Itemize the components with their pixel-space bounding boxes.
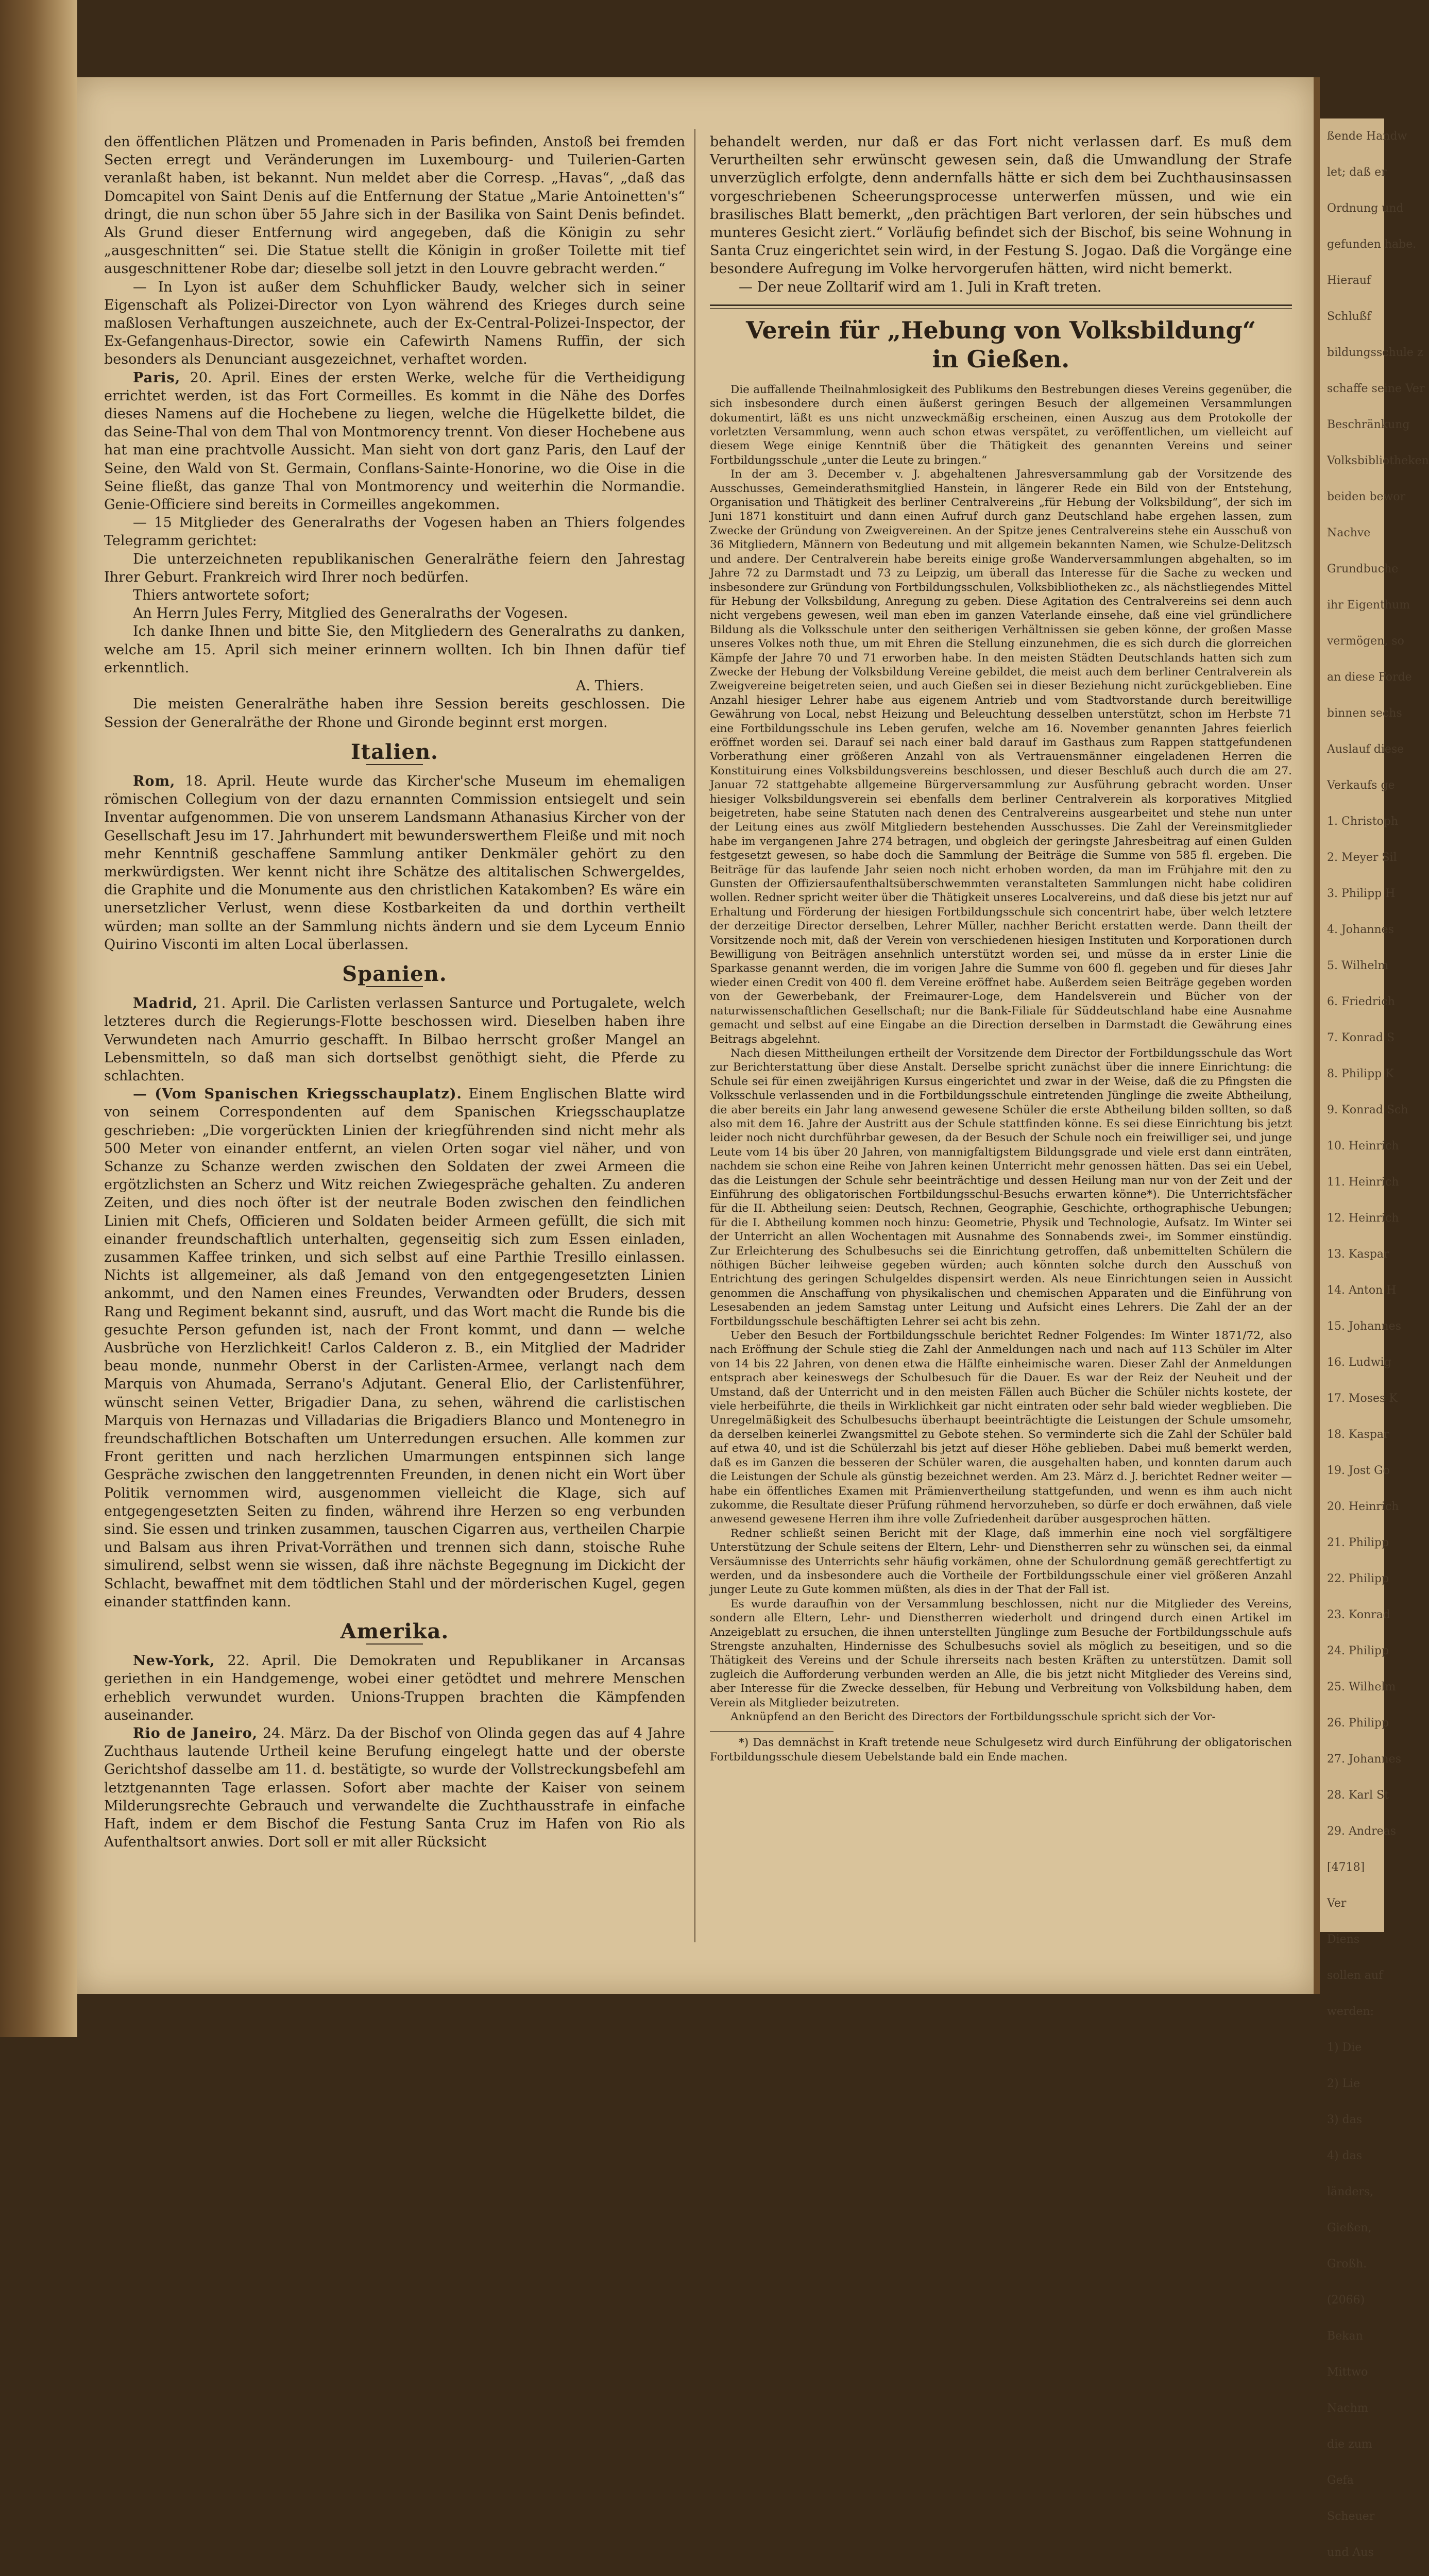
adjacent-page-line: Gefa <box>1327 2474 1354 2487</box>
thiers-reply: Thiers antwortete sofort; <box>133 587 310 604</box>
society-article-body <box>710 383 1292 1724</box>
section-heading-italien: Italien. <box>104 743 685 765</box>
adjacent-page-line: länders, <box>1327 2185 1374 2198</box>
rome-article <box>104 772 685 954</box>
telegram-reply-text: Ich danke Ihnen und bitte Sie, den Mitgliedern des Generalraths zu danken, welche am 15. April sich meiner erinnern wollten. Ich bin Ihnen dafür tief erkenntlich. <box>104 623 685 676</box>
adjacent-page-line: 25. Wilhelm <box>1327 1681 1396 1693</box>
right-column <box>710 133 1292 1764</box>
section-rule <box>710 304 1292 306</box>
adjacent-page-line: werden: <box>1327 2005 1374 2018</box>
newspaper-page <box>77 77 1314 1994</box>
adjacent-page-fragment <box>1320 118 1429 2559</box>
adjacent-page-line: 11. Heinrich <box>1327 1176 1399 1189</box>
telegram-text: Die unterzeichneten republikanischen Generalräthe feiern den Jahrestag Ihrer Geburt. Frankreich wird Ihrer noch bedürfen. <box>104 551 685 585</box>
adjacent-page-line: 3) das <box>1327 2113 1363 2126</box>
adjacent-page-line: bildungsschule z <box>1327 346 1423 359</box>
adjacent-page-line: 4) das <box>1327 2149 1363 2162</box>
adjacent-page-line: vermögen, so <box>1327 635 1404 648</box>
adjacent-page-line: beiden bewor <box>1327 490 1406 503</box>
footnote-rule <box>710 1731 833 1732</box>
adjacent-page-line: Gießen, <box>1327 2222 1372 2234</box>
adjacent-page-line: 1. Christoph <box>1327 815 1399 828</box>
adjacent-page-line: 5. Wilhelm <box>1327 959 1389 972</box>
adjacent-page-line: 24. Philipp <box>1327 1645 1389 1657</box>
adjacent-page-line: 6. Friedrich <box>1327 995 1395 1008</box>
society-paragraph: In der am 3. December v. J. abgehaltenen Jahresversammlung gab der Vorsitzende des Ausschusses, Gemeinderathsmitglied Hanstein, in längerer Rede ein Bild von der Entstehung, Organisation und Thätigkeit des berliner Centralvereins „für Hebung der Volksbildung“, der sich im Juni 1871 konstituirt und dann einen Aufruf durch ganz Deutschland habe ergehen lassen, zum Zwecke der Gründung von Zweigvereinen. An der Spitze jenes Centralvereins stehe ein Ausschuß von 36 Mitgliedern, Männern von Bedeutung und mit allgemein bekannten Namen, wie Schulze-Delitzsch und andere. Der Centralverein habe bereits einige große Wanderversammlungen abgehalten, so im Jahre 72 zu Darmstadt und 73 zu Leipzig, um überall das Interesse für die Sache zu wecken und insbesondere zur Gründung von Fortbildungsschulen, Volksbibliotheken zc., als nächstliegendes Mittel für Hebung der Volksbildung, Anregung zu geben. Diese Agitation des Centralvereins sei denn auch nicht vergebens gewesen, weil man eben im ganzen Vaterlande einsehe, daß eine viel gründlichere Bildung als die Volksschule unter den seitherigen Verhältnissen sie geben könne, der großen Masse unseres Volkes noth thue, um mit Ehren die Stellung einzunehmen, die es sich durch die glorreichen Kämpfe der Jahre 70 und 71 erworben habe. In den meisten Städten Deutschlands hatten sich zum Zwecke der Hebung der Volksbildung Vereine gebildet, die meist auch dem berliner Centralverein als Zweigvereine beigetreten seien, und auch Gießen sei in dieser Beziehung nicht zurückgeblieben. Eine Anzahl hiesiger Lehrer habe aus eigenem Antrieb und vom Stadtvorstande durch bereitwillige Gewährung von Local, nebst Heizung und Beleuchtung desselben unterstützt, schon im Herbste 71 eine Fortbildungsschule ins Leben gerufen, welche am 16. November genannten Jahres feierlich eröffnet worden sei. Darauf sei nach einer bald darauf im Gasthaus zum Rappen stattgefundenen Vorberathung einer größeren Anzahl von als Vertrauensmänner eingeladenen Herren die Konstituirung eines Volksbildungsvereins beschlossen, und dieser Beschluß auch durch die am 27. Januar 72 stattgehabte allgemeine Bürgerversammlung zur Ausführung gebracht worden. Unser hiesiger Volksbildungsverein sei ebenfalls dem berliner Centralverein als korporatives Mitglied beigetreten, habe seine Statuten nach denen des Centralvereins ausgearbeitet und stehe nun unter der Leitung eines aus zwölf Mitgliedern bestehenden Ausschusses. Die Zahl der Vereinsmitglieder habe im vergangenen Jahre 274 betragen, und obgleich der geringste Jahresbeitrag auf einen Gulden festgesetzt gewesen, so habe doch die Sammlung der Beiträge die Summe von 585 fl. ergeben. Die Beiträge für das laufende Jahr seien noch nicht erhoben worden, da man im Frühjahre mit den zu Gunsten der Offiziersaufenthaltsüberschwemmten veranstalteten Sammlungen nicht habe colidiren wollen. Redner spricht weiter über die Thätigkeit unseres Localvereins, und daß diese bis jetzt nur auf Erhaltung und Förderung der hiesigen Fortbildungsschule sich concentrirt habe, über welch letztere der derzeitige Director derselben, Lehrer Müller, nachher Bericht erstatten werde. Dann theilt der Vorsitzende noch mit, daß der Verein von verschiedenen hiesigen Instituten und Korporationen durch Bewilligung von Beiträgen ansehnlich unterstützt worden sei, und müsse da in erster Linie die Sparkasse genannt werden, die im vorigen Jahre die Summe von 600 fl. gegeben und für dieses Jahr wieder einen Credit von 400 fl. dem Vereine eröffnet habe. Außerdem seien Beiträge gegeben worden von der Gewerbebank, der Freimaurer-Loge, dem Handelsverein und Bücher von der naturwissenschaftlichen Gesellschaft; nur die Bank-Filiale für Süddeutschland habe eine Ausnahme gemacht und selbst auf eine Eingabe an die Direction derselben in Darmstadt die Gewährung eines Beitrags abgelehnt. <box>710 468 1292 1046</box>
adjacent-page-line: an diese Forde <box>1327 671 1412 684</box>
adjacent-page-line: 19. Jost Go <box>1327 1464 1390 1477</box>
adjacent-page-line: 9. Konrad Sch <box>1327 1104 1408 1116</box>
new-york-article <box>104 1652 685 1724</box>
tariff-notice: — Der neue Zolltarif wird am 1. Juli in Kraft treten. <box>739 279 1102 295</box>
adjacent-page-line <box>1320 2571 1384 2576</box>
section-rule-thin <box>710 308 1292 309</box>
society-article-title <box>710 316 1292 374</box>
page-gutter <box>1314 77 1320 1994</box>
adjacent-page-line: 16. Ludwig <box>1327 1356 1391 1369</box>
adjacent-page-line: 14. Anton H <box>1327 1284 1397 1297</box>
war-theatre-article <box>104 1085 685 1611</box>
society-title-line-2: in Gießen. <box>932 345 1070 373</box>
article-text: 22. April. Die Demokraten und Republikaner in Arcansas geriethen in ein Handgemenge, wobei einer getödtet und mehrere Menschen erheblich verwundet wurden. Unions-Truppen brachten die Kämpfenden auseinander. <box>104 1653 685 1723</box>
adjacent-page-line: Scheuer <box>1327 2510 1375 2523</box>
article-text: 20. April. Eines der ersten Werke, welche für die Vertheidigung errichtet werden, ist das Fort Cormeilles. Es kommt in die Nähe des Dorfes dieses Namens auf die Hochebene zu liegen, welche die Hügelkette bildet, die das Seine-Thal von dem Thal von Montmorency trennt. Von dieser Hochebene aus hat man eine prachtvolle Aussicht. Man sieht von dort ganz Paris, den Lauf der Seine, den Wald von St. Germain, Conflans-Sainte-Honorine, wo die Oise in die Seine fließt, das ganze Thal von Montmorency und weiterhin die Normandie. Genie-Officiere sind bereits in Cormeilles angekommen. <box>104 369 685 513</box>
dateline-place: New-York, <box>133 1653 215 1669</box>
society-paragraph: Redner schließt seinen Bericht mit der Klage, daß immerhin eine noch viel sorgfältigere Unterstützung der Schule seitens der Eltern, Lehr- und Dienstherren sehr zu wünschen sei, da einmal Versäumnisse des Unterrichts sehr häufig vorkämen, ohne der Schulordnung gemäß gerechtfertigt zu werden, und da insbesondere auch die Vortheile der Fortbildungsschule einer viel größeren Anzahl junger Leute zu Gute kommen müßten, als dies in der That der Fall ist. <box>710 1527 1292 1597</box>
telegram-addressee: An Herrn Jules Ferry, Mitglied des Generalraths der Vogesen. <box>133 605 568 622</box>
adjacent-page-line: 12. Heinrich <box>1327 1212 1399 1225</box>
adjacent-page-line: 2. Meyer Sil <box>1327 851 1397 864</box>
society-paragraph: Nach diesen Mittheilungen ertheilt der Vorsitzende dem Director der Fortbildungsschule das Wort zur Berichterstattung über diese Anstalt. Derselbe spricht zunächst über die innere Einrichtung: die Schule sei für einen zweijährigen Kursus eingerichtet und zwar in der Weise, daß die zu Pfingsten die Volksschule verlassenden und in die Fortbildungsschule eintretenden Jünglinge die zweite Abtheilung, die aber bereits ein Jahr lang anwesend gewesene Schüler die erste Abtheilung bilden sollten, so daß also mit dem 16. Jahre der Austritt aus der Schule stattfinden könne. Es sei diese Einrichtung bis jetzt leider noch nicht durchführbar gewesen, da der Besuch der Schule noch ein freiwilliger sei, und junge Leute vom 14 bis über 20 Jahren, von mannigfaltigstem Bildungsgrade und viele erst dann einträten, nachdem sie schon eine Reihe von Jahren keinen Unterricht mehr genossen hätten. Das sei ein Uebel, das die Leistungen der Schule sehr beeinträchtige und dessen Heilung man nur von der Zeit und der Einführung des obligatorischen Fortbildungsschul-Besuchs erwarten könne*). Die Unterrichtsfächer für die II. Abtheilung seien: Deutsch, Rechnen, Geographie, Geschichte, orthographische Uebungen; für die I. Abtheilung kommen noch hinzu: Geometrie, Physik und Technologie, Aufsatz. Im Winter sei der Unterricht an allen Wochentagen mit Ausnahme des Sonnabends zwei-, im Sommer einstündig. Zur Erleichterung des Schulbesuchs sei die Einrichtung getroffen, daß unbemittelten Schülern die nöthigen Bücher leihweise gegeben würden; auch könnten solche durch den Ausschuß von Entrichtung des geringen Schulgeldes dispensirt werden. Als neue Einrichtungen seien in Aussicht genommen die Anschaffung von physikalischen und chemischen Apparaten und die Einführung von Lesesabenden an jedem Samstag unter Leitung und Aufsicht eines Lehrers. Die Zahl der an der Fortbildungsschule beschäftigten Lehrer sei acht bis zehn. <box>710 1046 1292 1328</box>
article-head: — (Vom Spanischen Kriegsschauplatz). <box>133 1086 462 1103</box>
left-column <box>104 133 685 1851</box>
adjacent-page-line: 10. Heinrich <box>1327 1140 1399 1153</box>
section-heading-amerika: Amerika. <box>104 1622 685 1645</box>
adjacent-page-line: gefunden habe. <box>1327 238 1417 251</box>
adjacent-page-line: Verkaufs ge <box>1327 779 1395 792</box>
adjacent-page-line: 21. Philipp <box>1327 1536 1389 1549</box>
adjacent-page-line: sollen auf <box>1327 1969 1383 1982</box>
dateline-place: Madrid, <box>133 995 198 1012</box>
adjacent-page-line: ihr Eigenthum <box>1327 599 1410 612</box>
book-binding <box>0 0 77 2037</box>
society-paragraph: Anknüpfend an den Bericht des Directors der Fortbildungsschule spricht sich der Vor- <box>730 1710 1216 1724</box>
adjacent-page-line: 15. Johannes <box>1327 1320 1401 1333</box>
adjacent-page-line: let; daß er <box>1327 166 1387 179</box>
general-councils-article: Die meisten Generalräthe haben ihre Session bereits geschlossen. Die Session der Generalräthe der Rhone und Gironde beginnt erst morgen. <box>104 696 685 731</box>
adjacent-page-line: Diens <box>1327 1933 1360 1946</box>
adjacent-page-line: 23. Konrad <box>1327 1608 1390 1621</box>
dateline-place: Paris, <box>133 369 181 386</box>
adjacent-page-line: 2) Lie <box>1327 2077 1360 2090</box>
adjacent-page-line: 3. Philipp H <box>1327 887 1396 900</box>
society-paragraph: Ueber den Besuch der Fortbildungsschule berichtet Redner Folgendes: Im Winter 1871/72, also nach Eröffnung der Schule stieg die Zahl der Anmeldungen nach und nach auf 113 Schüler im Alter von 14 bis 22 Jahren, von denen etwa die Hälfte einheimische waren. Dieser Zahl der Anmeldungen entsprach aber keineswegs der Schulbesuch für die Dauer. Es war der Reiz der Neuheit und der Umstand, daß der Unterricht und in den meisten Fällen auch Bücher die Schüler nichts kostete, der viele herbeiführte, die theils in Wirklichkeit gar nicht eintraten oder sehr bald wieder wegblieben. Die Unregelmäßigkeit des Schulbesuchs überhaupt beeinträchtigte die Leistungen der Schule umsomehr, da derselben keinerlei Zwangsmittel zu Gebote stehen. So verminderte sich die Zahl der Schüler bald auf etwa 40, und ist die Schülerzahl bis jetzt auf dieser Höhe geblieben. Dabei muß bemerkt werden, daß es im Ganzen die besseren der Schüler waren, die ausgehalten haben, und konnten darum auch die Leistungen der Schule als günstig bezeichnet werden. Am 23. März d. J. berichtet Redner weiter — habe ein öffentliches Examen mit Prämienvertheilung stattgefunden, und wenn es ihm auch nicht zukomme, die Resultate dieser Prüfung rühmend hervorzuheben, so dürfe er doch erwähnen, daß viele anwesend gewesene Herren ihm ihre volle Zufriedenheit darüber ausgesprochen hätten. <box>710 1329 1292 1526</box>
adjacent-page-line: 18. Kaspar <box>1327 1428 1389 1441</box>
dateline-place: Rom, <box>133 773 176 789</box>
footnote: *) Das demnächst in Kraft tretende neue Schulgesetz wird durch Einführung der obligatorischen Fortbildungsschule diesem Uebelstande bald ein Ende machen. <box>710 1736 1292 1764</box>
adjacent-page-line: 26. Philipp <box>1327 1717 1389 1730</box>
telegram-signature: A. Thiers. <box>575 678 644 694</box>
paris-cormeilles-article <box>104 369 685 514</box>
section-heading-spanien: Spanien. <box>104 965 685 987</box>
adjacent-page-line: schaffe seine Ver <box>1327 382 1425 395</box>
article-text: 24. März. Da der Bischof von Olinda gegen das auf 4 Jahre Zuchthaus lautende Urtheil keine Berufung eingelegt hatte und der oberste Gerichtshof dasselbe am 11. d. bestätigte, so wurde der Vollstreckungsbefehl am letztgenannten Tage erlassen. Sofort aber machte der Kaiser von seinem Milderungsrechte Gebrauch und verwandelte die Zuchthausstrafe in einfache Haft, indem er dem Bischof die Festung Santa Cruz im Hafen von Rio als Aufenthaltsort anwies. Dort soll er mit aller Rücksicht <box>104 1725 685 1851</box>
adjacent-page-line: 17. Moses K <box>1327 1392 1398 1405</box>
adjacent-page-line: Volksbibliotheken <box>1327 454 1429 467</box>
adjacent-page-line: 8. Philipp K <box>1327 1067 1394 1080</box>
article-text: 21. April. Die Carlisten verlassen Santurce und Portugalete, welch letzteres durch die Regierungs-Flotte beschossen wird. Dieselben haben ihre Verwundeten nach Amurrio geschafft. In Bilbao herrscht großer Mangel an Lebensmitteln, so daß man sich dortselbst genöthigt sieht, die Pferde zu schlachten. <box>104 995 685 1084</box>
adjacent-page-line: 4. Johannes <box>1327 923 1394 936</box>
adjacent-page-line: 29. Andreas <box>1327 1825 1397 1838</box>
adjacent-page-line: Auslauf diese <box>1327 743 1404 756</box>
society-paragraph: Es wurde daraufhin von der Versammlung beschlossen, nicht nur die Mitglieder des Vereins, sondern alle Eltern, Lehr- und Dienstherren wiederholt und dringend durch einen Artikel im Anzeigeblatt zu ersuchen, die ihnen unterstellten Jünglinge zum Besuche der Fortbildungsschule aufs Strengste anzuhalten, Hindernisse des Schulbesuchs soviel als möglich zu beseitigen, und so die Thätigkeit des Vereins und der Schule ihrerseits nach besten Kräften zu unterstützen. Damit soll zugleich die Aufforderung verbunden werden an Alle, die bis jetzt nicht Mitglieder des Vereins sind, aber Interesse für die Zwecke desselben, für Hebung und Verbreitung von Volksbildung haben, dem Verein als Mitglieder beizutreten. <box>710 1597 1292 1709</box>
adjacent-page-line: Mittwo <box>1327 2366 1368 2379</box>
rio-article-continued: behandelt werden, nur daß er das Fort nicht verlassen darf. Es muß dem Verurtheilten sehr erwünscht gewesen sein, daß die Umwandlung der Strafe unverzüglich erfolgte, denn andernfalls hätte er sich dem bei Zuchthausinsassen vorgeschriebenen Scheerungsprocesse unterwerfen müssen, und wie ein brasilisches Blatt bemerkt, „den prächtigen Bart verloren, der sein hübsches und munteres Gesicht ziert.“ Vorläufig befindet sich der Bischof, bis seine Wohnung in Santa Cruz eingerichtet sein wird, in der Festung S. Jogao. Daß die Vorgänge eine besondere Aufregung im Volke hervorgerufen hätten, wird nicht bemerkt. <box>710 134 1292 277</box>
adjacent-page-line: 27. Johannes <box>1327 1753 1401 1766</box>
adjacent-page-line: Ordnung und <box>1327 202 1404 215</box>
adjacent-page-line: 20. Heinrich <box>1327 1500 1399 1513</box>
adjacent-page-line: (2066) <box>1327 2294 1365 2307</box>
paris-statue-article: den öffentlichen Plätzen und Promenaden in Paris befinden, Anstoß bei fremden Secten erregt und Veränderungen im Luxembourg- und Tuilerien-Garten veranlaßt haben, ist bekannt. Nun meldet aber die Corresp. „Havas“, „daß das Domcapitel von Saint Denis auf die Entfernung der Statue „Marie Antoinetten's“ dringt, die nun schon über 55 Jahre sich in der Basilika von Saint Denis befindet. Als Grund dieser Entfernung wird angegeben, daß die Königin zu sehr „ausgeschnitten“ sei. Die Statue stellt die Königin in großer Toilette mit tief ausgeschnittener Robe dar; dieselbe soll jetzt in den Louvre gebracht werden.“ <box>104 134 685 277</box>
adjacent-page-line: 28. Karl St <box>1327 1789 1389 1802</box>
dateline-place: Rio de Janeiro, <box>133 1725 258 1742</box>
lyon-article: — In Lyon ist außer dem Schuhflicker Baudy, welcher sich in seiner Eigenschaft als Polizei-Director von Lyon während des Krieges durch seine maßlosen Verhaftungen auszeichnete, auch der Ex-Central-Polizei-Inspector, der Ex-Gefangenhaus-Director, sowie ein Cafewirth Namens Ruffin, der sich besonders als Denunciant ausgezeichnet, verhaftet worden. <box>104 279 685 368</box>
adjacent-page-line: 22. Philipp <box>1327 1572 1389 1585</box>
adjacent-page-line: Großh. <box>1327 2258 1367 2270</box>
adjacent-page-line: 13. Kaspar <box>1327 1248 1389 1261</box>
adjacent-page-line: Ver <box>1327 1897 1347 1910</box>
adjacent-page-line: Nachm <box>1327 2402 1368 2415</box>
column-divider <box>694 129 695 1942</box>
article-text: Einem Englischen Blatte wird von seinem Correspondenten auf dem Spanischen Kriegsschauplatze geschrieben: „Die vorgerückten Linien der kriegführenden sind nicht mehr als 500 Meter von einander entfernt, an vielen Orten sogar viel näher, und von Schanze zu Schanze werden zwischen den Soldaten der zwei Armeen die ergötzlichsten an Scherz und Witz reichen Zwiegespräche gehalten. Zu anderen Zeiten, und dies noch öfter ist der neutrale Boden zwischen den feindlichen Linien mit Chefs, Officieren und Soldaten beider Armeen gefüllt, die sich mit einander freundschaftlich unterhalten, gegenseitig sich zum Essen einladen, zusammen Kaffee trinken, und sich selbst auf eine Parthie Tresillo einlassen. Nichts ist allgemeiner, als daß Jemand von den entgegengesetzten Linien ankommt, und den Namen eines Freundes, Verwandten oder Bruders, dessen Rang und Regiment bekannt sind, ausruft, und das Wort macht die Runde bis die gesuchte Person gefunden ist, nach der Front kommt, und dann — welche Ausbrüche von Herzlichkeit! Carlos Calderon z. B., ein Mitglied der Madrider beau monde, nunmehr Oberst in der Carlisten-Armee, verlangt nach dem Marquis von Ahumada, Serrano's Adjutant. General Elio, der Carlistenführer, wünscht seinen Vetter, Brigadier Dana, zu sehen, während die carlistischen Marquis von Hernazas und Villadarias die Brigadiers Blanco und Montenegro in freundschaftlichen Botschaften um Unterredungen ersuchen. Alle kommen zur Front geritten und nach herzlichen Umarmungen entspinnen sich lange Gespräche zwischen den langgetrennten Freunden, in denen nicht ein Wort über Politik vernommen wird, ausgenommen vielleicht die Klage, sich auf entgegengesetzten Seiten zu finden, während ihre Herzen so eng verbunden sind. Sie essen und trinken zusammen, tauschen Cigarren aus, vertheilen Charpie und Balsam aus ihren Privat-Vorräthen und trennen sich dann, stoische Ruhe simulirend, selbst wenn sie wissen, daß ihre nächste Begegnung im Dickicht der Schlacht, bewaffnet mit dem tödtlichen Stahl und der mörderischen Kugel, gegen einander stattfinden kann. <box>104 1086 685 1610</box>
adjacent-page-line: 1) Die <box>1327 2041 1362 2054</box>
adjacent-page-line: [4718] <box>1327 1861 1365 1874</box>
adjacent-page-line: Beschränkung <box>1327 418 1410 431</box>
society-paragraph: Die auffallende Theilnahmlosigkeit des Publikums den Bestrebungen dieses Vereins gegenüber, die sich insbesondere durch einen äußerst geringen Besuch der allgemeinen Versammlungen dokumentirt, läßt es uns nicht unzweckmäßig erscheinen, einen Auszug aus dem Protokolle der vorletzten Versammlung, wenn auch schon etwas verspätet, zu veröffentlichen, um vielleicht auf diesem Wege einige Kenntniß über die Thätigkeit des genannten Vereins und seiner Fortbildungsschule „unter die Leute zu bringen.“ <box>710 383 1292 467</box>
adjacent-page-line: die zum <box>1327 2438 1372 2451</box>
madrid-article <box>104 994 685 1085</box>
society-title-line-1: Verein für „Hebung von Volksbildung“ <box>745 316 1256 344</box>
rio-article <box>104 1724 685 1851</box>
adjacent-page-line: Hierauf <box>1327 274 1371 287</box>
adjacent-page-line: Nachve <box>1327 527 1371 539</box>
adjacent-page-line: und Aus <box>1327 2546 1374 2559</box>
adjacent-page-line: Bekan <box>1327 2330 1363 2343</box>
adjacent-page-line: 7. Konrad S <box>1327 1031 1395 1044</box>
adjacent-page-line: Grundbuche <box>1327 563 1399 575</box>
adjacent-page-line: Schlußf <box>1327 310 1371 323</box>
adjacent-page-line: ßende Handw <box>1327 130 1407 143</box>
adjacent-page-line: binnen sechs <box>1327 707 1402 720</box>
vosges-article: — 15 Mitglieder des Generalraths der Vogesen haben an Thiers folgendes Telegramm gerichtet: <box>104 515 685 549</box>
article-text: 18. April. Heute wurde das Kircher'sche Museum im ehemaligen römischen Collegium von der dazu ernannten Commission entsiegelt und sein Inventar aufgenommen. Die von unserem Landsmann Athanasius Kircher von der Gesellschaft Jesu im 17. Jahrhundert mit bewunderswerthem Fleiße und mit noch mehr Kenntniß geschaffene Sammlung antiker Denkmäler gehört zu den merkwürdigsten. Wer kennt nicht ihre Schätze des altitalischen Schwergeldes, die Graphite und die Monumente aus den christlichen Katakomben? Es wäre ein unersetzlicher Verlust, wenn diese Kostbarkeiten da und dorthin vertheilt würden; man sollte an der Sammlung nichts ändern und sie dem Lyceum Ennio Quirino Visconti im alten Local überlassen. <box>104 773 685 953</box>
